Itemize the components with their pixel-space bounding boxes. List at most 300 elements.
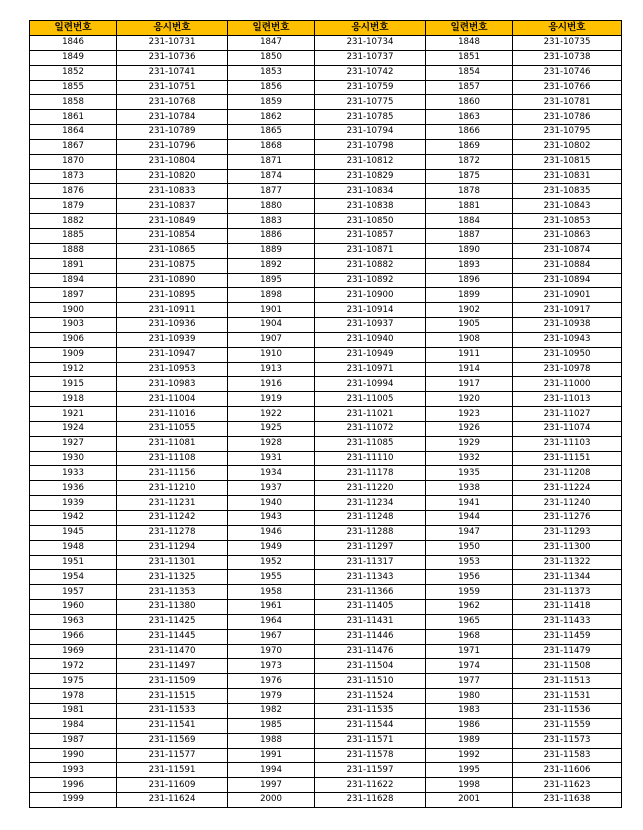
exam-number-cell: 231-11224 — [513, 481, 622, 496]
serial-cell: 1887 — [426, 228, 513, 243]
exam-number-cell: 231-10875 — [117, 258, 228, 273]
exam-number-cell: 231-10978 — [513, 362, 622, 377]
exam-number-cell: 231-10737 — [315, 50, 426, 65]
table-row — [30, 318, 622, 333]
exam-number-cell: 231-10786 — [513, 110, 622, 125]
exam-number-cell: 231-11531 — [513, 689, 622, 704]
serial-cell: 1860 — [426, 95, 513, 110]
serial-cell: 1949 — [228, 540, 315, 555]
table-row — [30, 511, 622, 526]
exam-number-cell: 231-11470 — [117, 644, 228, 659]
exam-number-cell: 231-10766 — [513, 80, 622, 95]
serial-cell: 1919 — [228, 392, 315, 407]
serial-cell: 1876 — [30, 184, 117, 199]
serial-cell: 1916 — [228, 377, 315, 392]
serial-cell: 1974 — [426, 659, 513, 674]
serial-cell: 1847 — [228, 36, 315, 51]
exam-number-cell: 231-10834 — [315, 184, 426, 199]
exam-number-cell: 231-10741 — [117, 65, 228, 80]
table-row — [30, 332, 622, 347]
serial-cell: 1861 — [30, 110, 117, 125]
serial-cell: 1907 — [228, 332, 315, 347]
serial-cell: 1973 — [228, 659, 315, 674]
table-row — [30, 362, 622, 377]
exam-number-cell: 231-11240 — [513, 496, 622, 511]
exam-number-cell: 231-10833 — [117, 184, 228, 199]
table-row — [30, 600, 622, 615]
serial-cell: 1921 — [30, 407, 117, 422]
header-serial-col-3: 일련번호 — [426, 21, 513, 36]
table-row — [30, 763, 622, 778]
serial-cell: 1904 — [228, 318, 315, 333]
exam-number-cell: 231-11425 — [117, 614, 228, 629]
exam-number-cell: 231-10853 — [513, 214, 622, 229]
serial-cell: 1872 — [426, 154, 513, 169]
serial-cell: 1952 — [228, 555, 315, 570]
serial-cell: 1846 — [30, 36, 117, 51]
serial-cell: 1892 — [228, 258, 315, 273]
exam-number-cell: 231-11103 — [513, 436, 622, 451]
serial-cell: 1948 — [30, 540, 117, 555]
exam-number-cell: 231-11431 — [315, 614, 426, 629]
exam-number-cell: 231-11294 — [117, 540, 228, 555]
serial-cell: 1935 — [426, 466, 513, 481]
serial-cell: 1897 — [30, 288, 117, 303]
serial-cell: 1946 — [228, 525, 315, 540]
exam-number-cell: 231-10882 — [315, 258, 426, 273]
serial-cell: 1888 — [30, 243, 117, 258]
serial-cell: 1863 — [426, 110, 513, 125]
exam-number-cell: 231-11081 — [117, 436, 228, 451]
serial-cell: 1859 — [228, 95, 315, 110]
exam-number-cell: 231-11559 — [513, 718, 622, 733]
exam-number-cell: 231-11418 — [513, 600, 622, 615]
exam-number-cell: 231-11591 — [117, 763, 228, 778]
serial-cell: 1910 — [228, 347, 315, 362]
serial-cell: 1964 — [228, 614, 315, 629]
header-row — [30, 21, 622, 36]
exam-number-cell: 231-11293 — [513, 525, 622, 540]
serial-cell: 2000 — [228, 793, 315, 808]
table-body — [30, 36, 622, 808]
exam-number-cell: 231-10736 — [117, 50, 228, 65]
serial-cell: 1884 — [426, 214, 513, 229]
exam-number-cell: 231-11544 — [315, 718, 426, 733]
serial-cell: 1855 — [30, 80, 117, 95]
serial-cell: 1924 — [30, 421, 117, 436]
exam-number-cell: 231-11178 — [315, 466, 426, 481]
table-row — [30, 733, 622, 748]
serial-cell: 1978 — [30, 689, 117, 704]
serial-cell: 1862 — [228, 110, 315, 125]
exam-number-cell: 231-10837 — [117, 199, 228, 214]
serial-cell: 1988 — [228, 733, 315, 748]
exam-number-cell: 231-10937 — [315, 318, 426, 333]
exam-number-cell: 231-10812 — [315, 154, 426, 169]
serial-cell: 1850 — [228, 50, 315, 65]
serial-cell: 1883 — [228, 214, 315, 229]
serial-cell: 1936 — [30, 481, 117, 496]
exam-number-cell: 231-10943 — [513, 332, 622, 347]
serial-cell: 1971 — [426, 644, 513, 659]
table-row — [30, 748, 622, 763]
exam-number-cell: 231-10838 — [315, 199, 426, 214]
table-row — [30, 629, 622, 644]
serial-cell: 1856 — [228, 80, 315, 95]
exam-number-cell: 231-11479 — [513, 644, 622, 659]
serial-cell: 1999 — [30, 793, 117, 808]
table-row — [30, 377, 622, 392]
serial-cell: 1927 — [30, 436, 117, 451]
serial-cell: 1857 — [426, 80, 513, 95]
table-row — [30, 525, 622, 540]
serial-cell: 1909 — [30, 347, 117, 362]
serial-cell: 1870 — [30, 154, 117, 169]
exam-number-cell: 231-10835 — [513, 184, 622, 199]
header-exam-col-1: 응시번호 — [117, 21, 228, 36]
exam-number-cell: 231-11301 — [117, 555, 228, 570]
serial-cell: 1902 — [426, 303, 513, 318]
exam-number-cell: 231-10731 — [117, 36, 228, 51]
exam-number-cell: 231-11231 — [117, 496, 228, 511]
table-row — [30, 110, 622, 125]
table-row — [30, 407, 622, 422]
exam-number-cell: 231-11004 — [117, 392, 228, 407]
exam-number-cell: 231-10854 — [117, 228, 228, 243]
serial-cell: 1913 — [228, 362, 315, 377]
table-row — [30, 288, 622, 303]
serial-cell: 1951 — [30, 555, 117, 570]
exam-number-cell: 231-11504 — [315, 659, 426, 674]
exam-number-cell: 231-10815 — [513, 154, 622, 169]
exam-number-cell: 231-11108 — [117, 451, 228, 466]
serial-cell: 1942 — [30, 511, 117, 526]
exam-number-cell: 231-11606 — [513, 763, 622, 778]
serial-cell: 1889 — [228, 243, 315, 258]
serial-cell: 1961 — [228, 600, 315, 615]
exam-number-cell: 231-11535 — [315, 703, 426, 718]
serial-cell: 1858 — [30, 95, 117, 110]
exam-number-cell: 231-10895 — [117, 288, 228, 303]
serial-cell: 1868 — [228, 139, 315, 154]
exam-number-cell: 231-10781 — [513, 95, 622, 110]
serial-cell: 1965 — [426, 614, 513, 629]
exam-number-cell: 231-11569 — [117, 733, 228, 748]
serial-cell: 1969 — [30, 644, 117, 659]
exam-number-cell: 231-11297 — [315, 540, 426, 555]
table-row — [30, 95, 622, 110]
serial-cell: 1915 — [30, 377, 117, 392]
exam-number-cell: 231-10857 — [315, 228, 426, 243]
table-row — [30, 258, 622, 273]
exam-number-cell: 231-11220 — [315, 481, 426, 496]
exam-number-cell: 231-10949 — [315, 347, 426, 362]
exam-number-cell: 231-10863 — [513, 228, 622, 243]
exam-number-cell: 231-10759 — [315, 80, 426, 95]
table-row — [30, 347, 622, 362]
exam-number-cell: 231-11459 — [513, 629, 622, 644]
serial-cell: 1981 — [30, 703, 117, 718]
serial-cell: 1920 — [426, 392, 513, 407]
exam-number-cell: 231-11583 — [513, 748, 622, 763]
exam-number-cell: 231-10849 — [117, 214, 228, 229]
table-row — [30, 466, 622, 481]
exam-number-cell: 231-10843 — [513, 199, 622, 214]
serial-cell: 1993 — [30, 763, 117, 778]
exam-number-cell: 231-10796 — [117, 139, 228, 154]
serial-cell: 1866 — [426, 125, 513, 140]
exam-number-cell: 231-10938 — [513, 318, 622, 333]
serial-cell: 1994 — [228, 763, 315, 778]
serial-cell: 1911 — [426, 347, 513, 362]
exam-number-cell: 231-11446 — [315, 629, 426, 644]
roster-table — [29, 20, 622, 808]
exam-number-cell: 231-11509 — [117, 674, 228, 689]
exam-number-cell: 231-10900 — [315, 288, 426, 303]
serial-cell: 1975 — [30, 674, 117, 689]
exam-number-cell: 231-10734 — [315, 36, 426, 51]
exam-number-cell: 231-10940 — [315, 332, 426, 347]
serial-cell: 1898 — [228, 288, 315, 303]
serial-cell: 1960 — [30, 600, 117, 615]
serial-cell: 1875 — [426, 169, 513, 184]
exam-number-cell: 231-11571 — [315, 733, 426, 748]
serial-cell: 1967 — [228, 629, 315, 644]
exam-number-cell: 231-11577 — [117, 748, 228, 763]
exam-number-cell: 231-11513 — [513, 674, 622, 689]
table-row — [30, 199, 622, 214]
serial-cell: 1928 — [228, 436, 315, 451]
table-row — [30, 303, 622, 318]
serial-cell: 1989 — [426, 733, 513, 748]
serial-cell: 1873 — [30, 169, 117, 184]
serial-cell: 1879 — [30, 199, 117, 214]
serial-cell: 1933 — [30, 466, 117, 481]
serial-cell: 1908 — [426, 332, 513, 347]
serial-cell: 1958 — [228, 585, 315, 600]
table-row — [30, 496, 622, 511]
exam-number-cell: 231-11288 — [315, 525, 426, 540]
serial-cell: 1968 — [426, 629, 513, 644]
exam-number-cell: 231-11016 — [117, 407, 228, 422]
exam-number-cell: 231-10894 — [513, 273, 622, 288]
exam-number-cell: 231-11508 — [513, 659, 622, 674]
exam-number-cell: 231-10939 — [117, 332, 228, 347]
exam-number-cell: 231-10789 — [117, 125, 228, 140]
exam-number-cell: 231-11156 — [117, 466, 228, 481]
table-row — [30, 125, 622, 140]
serial-cell: 1972 — [30, 659, 117, 674]
exam-number-cell: 231-11609 — [117, 778, 228, 793]
exam-number-cell: 231-11322 — [513, 555, 622, 570]
exam-number-cell: 231-11317 — [315, 555, 426, 570]
exam-number-cell: 231-10892 — [315, 273, 426, 288]
table-row — [30, 555, 622, 570]
serial-cell: 1867 — [30, 139, 117, 154]
serial-cell: 1929 — [426, 436, 513, 451]
exam-number-cell: 231-10911 — [117, 303, 228, 318]
table-row — [30, 778, 622, 793]
exam-number-cell: 231-10917 — [513, 303, 622, 318]
serial-cell: 1882 — [30, 214, 117, 229]
serial-cell: 1912 — [30, 362, 117, 377]
serial-cell: 1985 — [228, 718, 315, 733]
table-row — [30, 793, 622, 808]
exam-number-cell: 231-10874 — [513, 243, 622, 258]
exam-number-cell: 231-11497 — [117, 659, 228, 674]
header-serial-col-1: 일련번호 — [30, 21, 117, 36]
exam-number-cell: 231-11445 — [117, 629, 228, 644]
exam-number-cell: 231-10950 — [513, 347, 622, 362]
exam-number-cell: 231-11013 — [513, 392, 622, 407]
serial-cell: 1977 — [426, 674, 513, 689]
exam-number-cell: 231-10947 — [117, 347, 228, 362]
table-row — [30, 139, 622, 154]
serial-cell: 1900 — [30, 303, 117, 318]
serial-cell: 1851 — [426, 50, 513, 65]
table-row — [30, 644, 622, 659]
serial-cell: 1980 — [426, 689, 513, 704]
exam-number-cell: 231-10850 — [315, 214, 426, 229]
exam-number-cell: 231-11325 — [117, 570, 228, 585]
table-row — [30, 80, 622, 95]
serial-cell: 1931 — [228, 451, 315, 466]
serial-cell: 1987 — [30, 733, 117, 748]
table-row — [30, 184, 622, 199]
exam-number-cell: 231-10820 — [117, 169, 228, 184]
exam-number-cell: 231-11344 — [513, 570, 622, 585]
exam-number-cell: 231-11366 — [315, 585, 426, 600]
table-row — [30, 421, 622, 436]
exam-number-cell: 231-10802 — [513, 139, 622, 154]
exam-number-cell: 231-10735 — [513, 36, 622, 51]
serial-cell: 1923 — [426, 407, 513, 422]
exam-number-cell: 231-11623 — [513, 778, 622, 793]
table-row — [30, 214, 622, 229]
serial-cell: 1901 — [228, 303, 315, 318]
header-serial-col-2: 일련번호 — [228, 21, 315, 36]
serial-cell: 1852 — [30, 65, 117, 80]
exam-number-cell: 231-11234 — [315, 496, 426, 511]
table-row — [30, 674, 622, 689]
serial-cell: 1885 — [30, 228, 117, 243]
serial-cell: 1895 — [228, 273, 315, 288]
exam-number-cell: 231-10784 — [117, 110, 228, 125]
exam-number-cell: 231-10884 — [513, 258, 622, 273]
serial-cell: 1947 — [426, 525, 513, 540]
table-row — [30, 481, 622, 496]
exam-number-cell: 231-11373 — [513, 585, 622, 600]
exam-number-cell: 231-11541 — [117, 718, 228, 733]
serial-cell: 1854 — [426, 65, 513, 80]
table-row — [30, 540, 622, 555]
serial-cell: 1938 — [426, 481, 513, 496]
exam-number-cell: 231-11110 — [315, 451, 426, 466]
exam-number-cell: 231-11622 — [315, 778, 426, 793]
serial-cell: 1976 — [228, 674, 315, 689]
exam-number-cell: 231-10871 — [315, 243, 426, 258]
exam-number-cell: 231-10746 — [513, 65, 622, 80]
table-row — [30, 392, 622, 407]
exam-number-cell: 231-11638 — [513, 793, 622, 808]
serial-cell: 1894 — [30, 273, 117, 288]
serial-cell: 1937 — [228, 481, 315, 496]
exam-number-cell: 231-10804 — [117, 154, 228, 169]
serial-cell: 1955 — [228, 570, 315, 585]
serial-cell: 1890 — [426, 243, 513, 258]
table-row — [30, 169, 622, 184]
serial-cell: 1865 — [228, 125, 315, 140]
exam-number-cell: 231-11276 — [513, 511, 622, 526]
serial-cell: 1990 — [30, 748, 117, 763]
exam-number-cell: 231-10798 — [315, 139, 426, 154]
serial-cell: 1932 — [426, 451, 513, 466]
exam-number-cell: 231-10901 — [513, 288, 622, 303]
exam-number-cell: 231-11085 — [315, 436, 426, 451]
table-row — [30, 36, 622, 51]
exam-number-cell: 231-10983 — [117, 377, 228, 392]
serial-cell: 1906 — [30, 332, 117, 347]
serial-cell: 1869 — [426, 139, 513, 154]
exam-number-cell: 231-10768 — [117, 95, 228, 110]
serial-cell: 1925 — [228, 421, 315, 436]
exam-number-cell: 231-11524 — [315, 689, 426, 704]
table-row — [30, 703, 622, 718]
serial-cell: 1963 — [30, 614, 117, 629]
serial-cell: 1983 — [426, 703, 513, 718]
exam-number-cell: 231-11536 — [513, 703, 622, 718]
exam-number-cell: 231-11027 — [513, 407, 622, 422]
exam-number-cell: 231-10775 — [315, 95, 426, 110]
exam-number-cell: 231-11515 — [117, 689, 228, 704]
serial-cell: 1945 — [30, 525, 117, 540]
table-row — [30, 243, 622, 258]
serial-cell: 1953 — [426, 555, 513, 570]
serial-cell: 1871 — [228, 154, 315, 169]
header-exam-col-3: 응시번호 — [513, 21, 622, 36]
table-row — [30, 436, 622, 451]
header-exam-col-2: 응시번호 — [315, 21, 426, 36]
serial-cell: 1992 — [426, 748, 513, 763]
serial-cell: 1930 — [30, 451, 117, 466]
serial-cell: 1959 — [426, 585, 513, 600]
serial-cell: 2001 — [426, 793, 513, 808]
serial-cell: 1950 — [426, 540, 513, 555]
exam-number-cell: 231-10971 — [315, 362, 426, 377]
exam-number-cell: 231-10785 — [315, 110, 426, 125]
table-row — [30, 614, 622, 629]
exam-number-cell: 231-11300 — [513, 540, 622, 555]
serial-cell: 1896 — [426, 273, 513, 288]
exam-number-cell: 231-10794 — [315, 125, 426, 140]
serial-cell: 1864 — [30, 125, 117, 140]
serial-cell: 1853 — [228, 65, 315, 80]
serial-cell: 1991 — [228, 748, 315, 763]
table-row — [30, 659, 622, 674]
serial-cell: 1880 — [228, 199, 315, 214]
serial-cell: 1982 — [228, 703, 315, 718]
exam-number-cell: 231-11151 — [513, 451, 622, 466]
serial-cell: 1874 — [228, 169, 315, 184]
serial-cell: 1914 — [426, 362, 513, 377]
exam-number-cell: 231-11210 — [117, 481, 228, 496]
serial-cell: 1957 — [30, 585, 117, 600]
exam-number-cell: 231-11278 — [117, 525, 228, 540]
exam-number-cell: 231-11510 — [315, 674, 426, 689]
exam-number-cell: 231-11021 — [315, 407, 426, 422]
exam-number-cell: 231-11597 — [315, 763, 426, 778]
table-row — [30, 50, 622, 65]
